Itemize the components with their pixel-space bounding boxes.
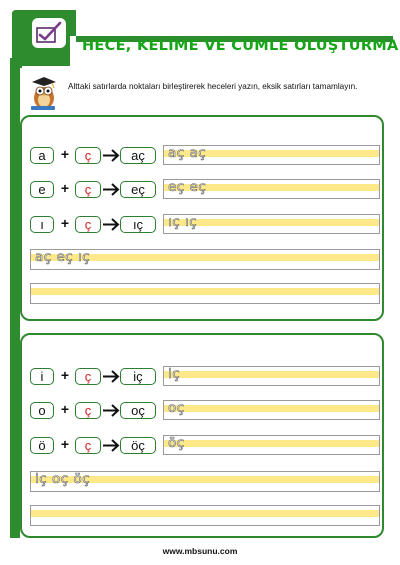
trace-text: iç oç öç [35,471,91,487]
full-write-line-2 [30,505,380,526]
plus-sign: + [60,180,70,196]
vowel-box: e [30,181,54,198]
trace-line [163,435,380,455]
consonant-box: ç [75,147,101,164]
arrow-right-icon [102,181,120,198]
vowel-box: ö [30,437,54,454]
vowel-box: o [30,402,54,419]
trace-line [163,366,380,386]
trace-line [163,214,380,234]
plus-sign: + [60,146,70,162]
trace-text: öç [168,435,185,451]
plus-sign: + [60,436,70,452]
trace-line [163,400,380,420]
page-title: HECE, KELİME VE CÜMLE OLUŞTURMA [82,38,399,54]
trace-text: aç aç [168,145,207,161]
consonant-box: ç [75,437,101,454]
consonant-box: ç [75,402,101,419]
arrow-right-icon [102,437,120,454]
full-trace-line-2 [30,471,380,492]
arrow-right-icon [102,368,120,385]
vowel-box: a [30,147,54,164]
left-green-bar [10,58,20,538]
result-box: ıç [120,216,156,233]
trace-text: oç [168,400,185,416]
consonant-box: ç [75,368,101,385]
arrow-right-icon [102,216,120,233]
full-trace-line-1 [30,249,380,270]
footer-url: www.mbsunu.com [162,546,238,556]
result-box: oç [120,402,156,419]
trace-line [163,145,380,165]
vowel-box: i [30,368,54,385]
logo-checkbox-icon [30,16,68,50]
result-box: aç [120,147,156,164]
vowel-box: ı [30,216,54,233]
result-box: iç [120,368,156,385]
consonant-box: ç [75,216,101,233]
trace-text: eç eç [168,179,207,195]
result-box: öç [120,437,156,454]
instruction-text: Alttaki satırlarda noktaları birleştirerek heceleri yazın, eksik satırları tamamlayın. [68,82,358,91]
plus-sign: + [60,401,70,417]
plus-sign: + [60,215,70,231]
consonant-box: ç [75,181,101,198]
trace-text: aç eç ıç [35,249,91,265]
arrow-right-icon [102,402,120,419]
arrow-right-icon [102,147,120,164]
left-green-bar-top [10,62,50,66]
trace-text: iç [168,366,181,382]
trace-text: ıç ıç [168,214,198,230]
result-box: eç [120,181,156,198]
owl-graduate-icon [26,72,68,112]
plus-sign: + [60,367,70,383]
full-write-line-1 [30,283,380,304]
trace-line [163,179,380,199]
